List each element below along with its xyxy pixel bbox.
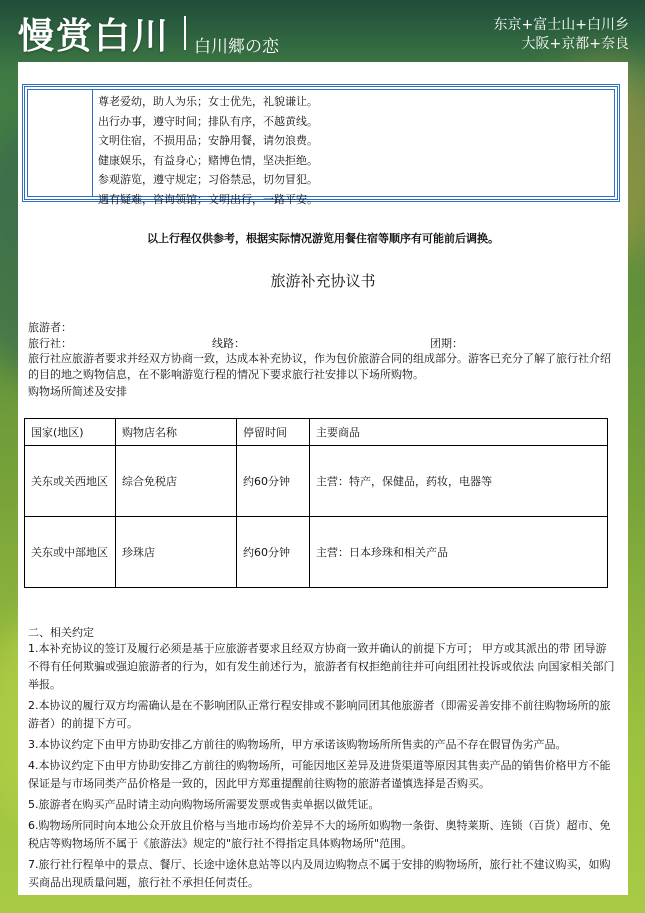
rule-item: 参观游览，遵守规定；习俗禁忌，切勿冒犯。 bbox=[98, 173, 318, 186]
cell-goods: 主营：日本珍珠和相关产品 bbox=[310, 517, 608, 588]
terms-title: 二、相关约定 bbox=[28, 626, 94, 639]
rule-item: 遇有疑难，咨询领馆；文明出行，一路平安。 bbox=[98, 192, 318, 206]
column-header-region: 国家(地区) bbox=[25, 419, 116, 446]
rules-inner-frame bbox=[27, 89, 615, 206]
cell-goods: 主营：特产，保健品，药妆，电器等 bbox=[310, 446, 608, 517]
rule-item: 出行办事，遵守时间；排队有序，不越黄线。 bbox=[98, 114, 318, 128]
rules-column-divider bbox=[92, 90, 93, 196]
itinerary-note: 以上行程仅供参考，根据实际情况游览用餐住宿等顺序有可能前后调换。 bbox=[147, 232, 499, 245]
document-sheet bbox=[18, 62, 628, 895]
table-row bbox=[25, 446, 608, 517]
term-item: 3.本协议约定下由甲方协助安排乙方前往的购物场所，甲方承诺该购物场所所售卖的产品不存在假冒伪劣产品。 bbox=[28, 738, 567, 751]
cell-region: 关东或关西地区 bbox=[25, 446, 116, 517]
route-line-1: 东京+富士山+白川乡 bbox=[493, 17, 629, 33]
column-header-goods: 主要商品 bbox=[310, 419, 608, 446]
civilized-travel-rules-box bbox=[22, 84, 620, 206]
page-header bbox=[0, 0, 645, 62]
column-header-shop: 购物店名称 bbox=[116, 419, 237, 446]
rules-list bbox=[98, 92, 318, 209]
term-item: 5.旅游者在购买产品时请主动向购物场所需要发票或售卖单据以做凭证。 bbox=[28, 798, 380, 811]
rule-item: 健康娱乐，有益身心；赌博色情，坚决拒绝。 bbox=[98, 153, 318, 167]
brand-divider bbox=[184, 16, 186, 50]
table-row bbox=[25, 517, 608, 588]
term-item: 4.本协议约定下由甲方协助安排乙方前往的购物场所，可能因地区差异及进货渠道等原因其售卖产品的销售价格甲方不能保证是与市场同类产品价格是一致的，因此甲方郑重提醒前往购物的旅游者谨慎选择是否购买。 bbox=[28, 759, 611, 790]
agreement-intro: 旅行社应旅游者要求并经双方协商一致，达成本补充协议，作为包价旅游合同的组成部分。游客已充分了解了旅行社介绍的目的地之购物信息，在不影响游览行程的情况下要求旅行社安排以下场所购物。 bbox=[28, 352, 611, 381]
rule-item: 文明住宿，不损用品；安静用餐，请勿浪费。 bbox=[98, 134, 318, 147]
rule-item: 尊老爱幼，助人为乐；女士优先，礼貌谦让。 bbox=[98, 95, 318, 108]
table-header-row bbox=[25, 419, 608, 446]
shops-heading: 购物场所简述及安排 bbox=[28, 385, 127, 398]
cell-duration: 约60分钟 bbox=[237, 446, 310, 517]
route-line-2: 大阪+京都+奈良 bbox=[521, 36, 629, 52]
brand-title: 慢赏白川 bbox=[18, 15, 171, 57]
tourist-label: 旅游者： bbox=[28, 321, 72, 334]
route-label: 线路： bbox=[212, 337, 245, 350]
agreement-title: 旅游补充协议书 bbox=[270, 272, 376, 290]
term-item: 7.旅行社行程单中的景点、餐厅、长途中途休息站等以内及周边购物点不属于安排的购物场所，旅行社不建议购买，如购买商品出现质量问题，旅行社不承担任何责任。 bbox=[28, 858, 611, 889]
cell-shop: 综合免税店 bbox=[116, 446, 237, 517]
cell-shop: 珍珠店 bbox=[116, 517, 237, 588]
brand-subtitle: 白川郷の恋 bbox=[194, 37, 279, 57]
term-item: 1.本补充协议的签订及履行必须是基于应旅游者要求且经双方协商一致并确认的前提下方可； 甲方或其派出的带 团导游不得有任何欺骗或强迫旅游者的行为，如有发生前述行为，旅游者有权拒绝前往并可向组团社投诉或依法 向国家相关部门举报。 bbox=[28, 642, 615, 691]
group-label: 团期： bbox=[430, 337, 463, 350]
agency-label: 旅行社： bbox=[28, 337, 72, 350]
terms-list bbox=[28, 640, 616, 895]
cell-duration: 约60分钟 bbox=[237, 517, 310, 588]
column-header-duration: 停留时间 bbox=[237, 419, 310, 446]
term-item: 6.购物场所同时向本地公众开放且价格与当地市场均价差异不大的场所如购物一条街、奥特莱斯、连锁（百货）超市、免税店等购物场所不属于《旅游法》规定的"旅行社不得指定具体购物场所"范围。 bbox=[28, 819, 611, 850]
term-item: 2.本协议的履行双方均需确认是在不影响团队正常行程安排或不影响同团其他旅游者（即需妥善安排不前往购物场所的旅游者）的前提下方可。 bbox=[28, 699, 611, 730]
cell-region: 关东或中部地区 bbox=[25, 517, 116, 588]
shopping-table bbox=[24, 418, 608, 588]
